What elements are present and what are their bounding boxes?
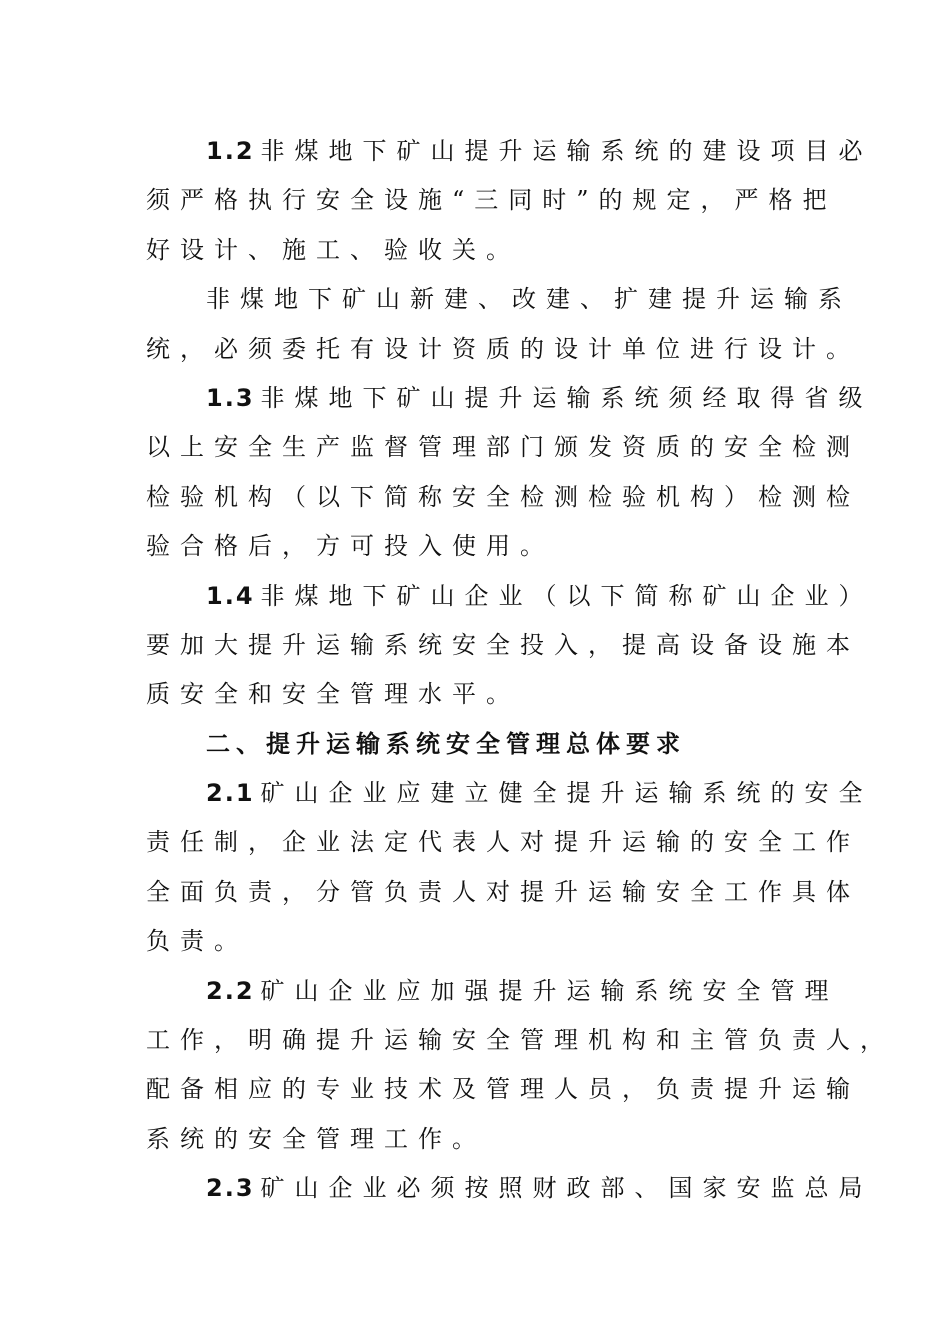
paragraph-line — [146, 473, 860, 522]
clause-number: 1.4 — [206, 581, 255, 610]
line-text: 好设计、施工、验收关。 — [146, 235, 520, 264]
paragraph-line — [146, 522, 806, 571]
line-text: 负责。 — [146, 927, 248, 956]
paragraph-line — [146, 325, 860, 374]
paragraph-line — [146, 176, 837, 225]
line-text: 检验机构（以下简称安全检测检验机构）检测检 — [146, 482, 860, 511]
paragraph-line — [146, 275, 852, 324]
line-text: 非煤地下矿山企业（以下简称矿山企业） — [260, 581, 873, 610]
paragraph-line — [146, 226, 806, 275]
paragraph-line — [146, 967, 839, 1016]
heading-text: 二、提升运输系统安全管理总体要求 — [206, 729, 686, 758]
paragraph-line — [146, 423, 860, 472]
clause-number: 2.2 — [206, 976, 255, 1005]
paragraph-line — [146, 374, 873, 423]
paragraph-line — [146, 1016, 894, 1065]
paragraph-line — [146, 572, 873, 621]
line-text: 非煤地下矿山提升运输系统须经取得省级 — [260, 383, 873, 412]
section-heading — [146, 720, 806, 769]
line-text: 非煤地下矿山提升运输系统的建设项目必 — [260, 137, 873, 165]
line-text: 矿山企业应建立健全提升运输系统的安全 — [260, 779, 873, 808]
line-text: 工作，明确提升运输安全管理机构和主管负责人， — [146, 1026, 894, 1055]
line-text: 统，必须委托有设计资质的设计单位进行设计。 — [146, 334, 860, 363]
line-text: 质安全和安全管理水平。 — [146, 680, 520, 709]
paragraph-line — [146, 127, 873, 176]
paragraph-line — [146, 917, 806, 966]
line-text: 系统的安全管理工作。 — [146, 1124, 486, 1153]
paragraph-line — [146, 1164, 873, 1213]
document-body — [146, 127, 894, 1214]
paragraph-line — [146, 769, 873, 818]
line-text: 须严格执行安全设施“三同时”的规定，严格把 — [146, 186, 837, 215]
line-text: 全面负责，分管负责人对提升运输安全工作具体 — [146, 877, 860, 906]
line-text: 矿山企业应加强提升运输系统安全管理 — [260, 976, 839, 1005]
paragraph-line — [146, 868, 860, 917]
clause-number: 1.2 — [206, 137, 255, 165]
line-text: 以上安全生产监督管理部门颁发资质的安全检测 — [146, 433, 860, 462]
line-text: 配备相应的专业技术及管理人员，负责提升运输 — [146, 1075, 860, 1104]
paragraph-line — [146, 1065, 860, 1114]
line-text: 要加大提升运输系统安全投入，提高设备设施本 — [146, 630, 860, 659]
line-text: 责任制，企业法定代表人对提升运输的安全工作 — [146, 828, 860, 857]
paragraph-line — [146, 1115, 806, 1164]
line-text: 矿山企业必须按照财政部、国家安监总局 — [260, 1174, 873, 1203]
line-text: 非煤地下矿山新建、改建、扩建提升运输系 — [206, 285, 852, 314]
clause-number: 2.3 — [206, 1174, 255, 1203]
paragraph-line — [146, 670, 806, 719]
paragraph-line — [146, 818, 860, 867]
paragraph-line — [146, 621, 860, 670]
clause-number: 2.1 — [206, 779, 255, 808]
line-text: 验合格后，方可投入使用。 — [146, 532, 554, 561]
clause-number: 1.3 — [206, 383, 255, 412]
